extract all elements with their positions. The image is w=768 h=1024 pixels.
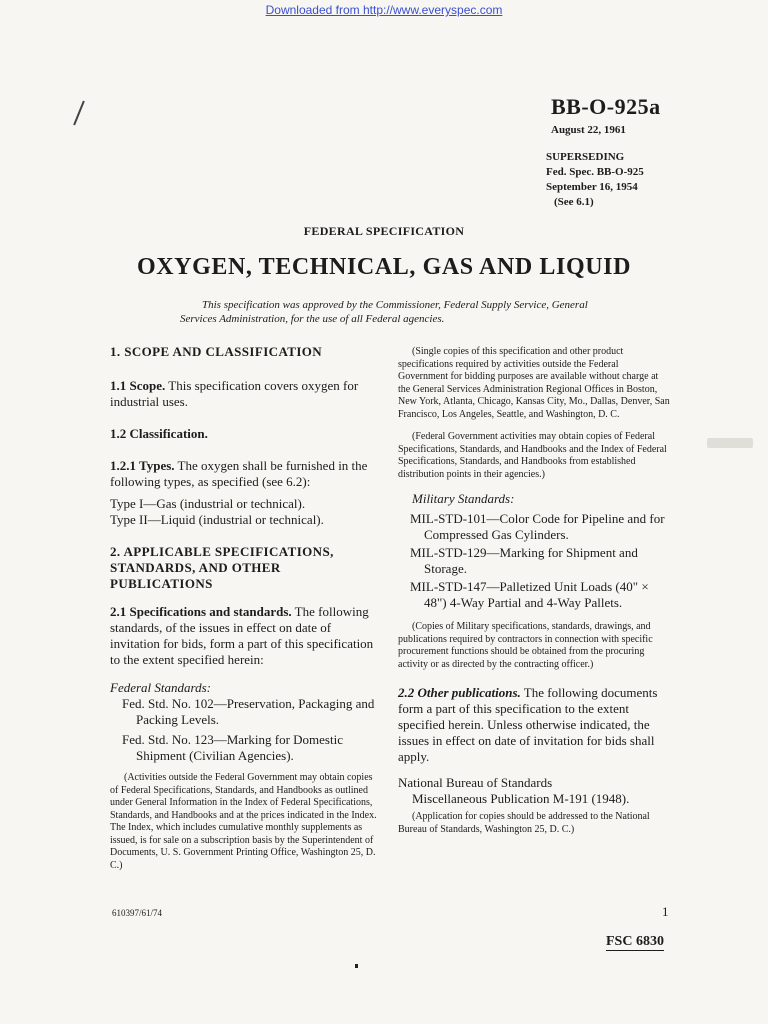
type-1: Type I—Gas (industrial or technical).: [110, 496, 306, 511]
section-2-2: 2.2 Other publications. The following documents form a part of this specification to the extent specified herein. Unless otherwise indicated, the issues in effect on date of invitation for bids shall apply.: [398, 685, 658, 764]
nbs-heading: National Bureau of Standards: [398, 775, 553, 790]
footer-code: 610397/61/74: [112, 908, 163, 918]
section-1-2-1: 1.2.1 Types. The oxygen shall be furnished in the following types, as specified (see 6.2):: [110, 458, 368, 489]
right-column: [398, 346, 670, 836]
federal-standards-heading: Federal Standards:: [110, 680, 211, 695]
type-2: Type II—Liquid (industrial or technical).: [110, 512, 324, 527]
mil-std-129: MIL-STD-129—Marking for Shipment and Storage.: [410, 545, 638, 576]
section-1-heading: 1. SCOPE AND CLASSIFICATION: [110, 344, 323, 359]
fsc-code: FSC 6830: [606, 934, 664, 949]
download-link[interactable]: Downloaded from http://www.everyspec.com: [265, 3, 503, 17]
superseding-label: SUPERSEDING: [546, 151, 625, 163]
military-standards-heading: Military Standards:: [412, 491, 515, 506]
scan-smudge: [707, 438, 753, 448]
section-1-1: 1.1 Scope. This specification covers oxygen for industrial uses.: [110, 378, 359, 409]
federal-specification-label: FEDERAL SPECIFICATION: [303, 224, 465, 238]
superseding-block: [546, 150, 644, 210]
section-2-heading: 2. APPLICABLE SPECIFICATIONS, STANDARDS, AND OTHER PUBLICATIONS: [110, 544, 334, 591]
document-number: BB-O-925a: [551, 94, 661, 119]
page-number: 1: [662, 904, 669, 919]
superseding-date: September 16, 1954: [546, 181, 638, 193]
approval-statement: This specification was approved by the Commissioner, Federal Supply Service, General Services Administration, for the use of all Federal agencies.: [180, 299, 588, 325]
scan-dot: [355, 964, 358, 968]
military-copies-note: (Copies of Military specifications, standards, drawings, and publications required by contractors in connection with specific procurement functions should be obtained from the procuring activity or as directed by the contracting officer.): [398, 621, 653, 670]
pen-mark: [73, 101, 85, 126]
left-column: [110, 344, 380, 872]
mil-std-147: MIL-STD-147—Palletized Unit Loads (40" × 48") 4-Way Partial and 4-Way Pallets.: [410, 579, 649, 610]
superseding-spec: Fed. Spec. BB-O-925: [546, 166, 644, 178]
nbs-note: (Application for copies should be addressed to the National Bureau of Standards, Washington 25, D. C.): [398, 811, 650, 835]
single-copies-note: (Single copies of this specification and other product specifications required by activities outside the Federal Government for bidding purposes are available without charge at the General Services Administration Regional Offices in Boston, New York, Atlanta, Chicago, Kansas City, Mo., Dallas, Denver, San Francisco, Los Angeles, Seattle, and Washington, D. C.: [398, 346, 670, 420]
document-title: OXYGEN, TECHNICAL, GAS AND LIQUID: [136, 254, 632, 280]
document-date: August 22, 1961: [551, 124, 626, 136]
nbs-publication: Miscellaneous Publication M-191 (1948).: [412, 791, 630, 806]
superseding-see: (See 6.1): [554, 196, 594, 208]
activities-note: (Activities outside the Federal Government may obtain copies of Federal Specifications, Standards, and Handbooks as outlined under General Information in the Index of Federal Specifications, Standards, and Handbooks and at the prices indicated in the Index. The Index, which includes cumulative monthly supplements as issued, is for sale on a subscription basis by the Superintendent of Documents, U. S. Government Printing Office, Washington 25, D. C.): [110, 772, 377, 871]
government-activities-note: (Federal Government activities may obtain copies of Federal Specifications, Standards, and Handbooks and the Index of Federal Specifications, Standards, and Handbooks from established distribution points in their agencies.): [398, 431, 667, 480]
fed-std-102: Fed. Std. No. 102—Preservation, Packaging and Packing Levels.: [122, 696, 375, 727]
section-1-2: 1.2 Classification.: [110, 426, 208, 441]
mil-std-101: MIL-STD-101—Color Code for Pipeline and for Compressed Gas Cylinders.: [410, 511, 665, 542]
section-2-1: 2.1 Specifications and standards. The following standards, of the issues in effect on date of invitation for bids, form a part of this specification to the extent specified herein:: [110, 604, 374, 667]
fed-std-123: Fed. Std. No. 123—Marking for Domestic Shipment (Civilian Agencies).: [122, 732, 343, 763]
